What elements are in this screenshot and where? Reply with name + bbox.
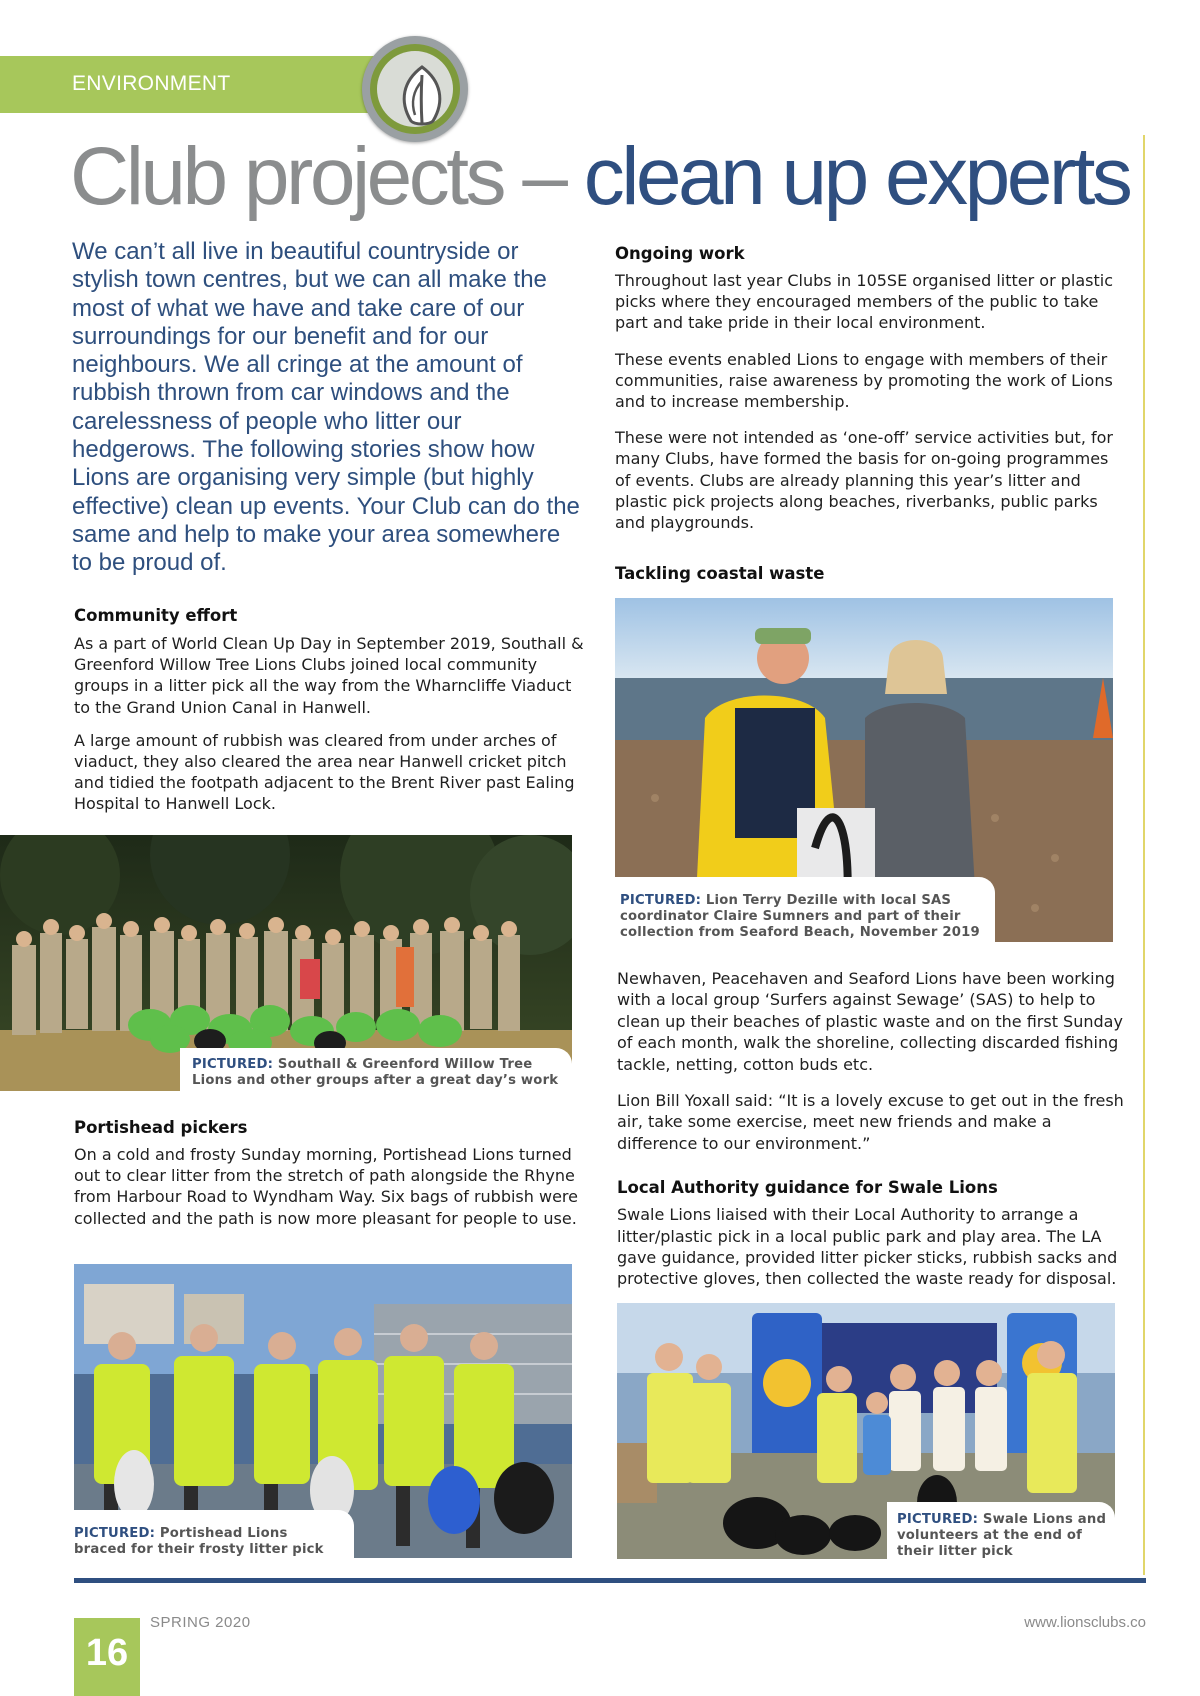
coastal-section — [617, 968, 1129, 1290]
community-paragraph-2: A large amount of rubbish was cleared from under arches of viaduct, they also cleared the area near Hanwell cricket pitch and tidied the footpath adjacent to the Brent River past Ealing Hospital to Hanwell Lock. — [74, 730, 575, 814]
page-number: 16 — [85, 1632, 129, 1674]
title-part-1: Club projects – — [70, 131, 584, 222]
issue-label: SPRING 2020 — [150, 1614, 251, 1631]
section-badge — [362, 36, 468, 142]
footer-rule — [74, 1578, 1146, 1583]
ongoing-heading: Ongoing work — [615, 244, 745, 263]
caption-tag: PICTURED: — [620, 893, 702, 908]
column-rule — [1143, 135, 1145, 1575]
swale-heading: Local Authority guidance for Swale Lions — [617, 1178, 998, 1198]
ongoing-paragraph-3: These were not intended as ‘one-off’ service activities but, for many Clubs, have formed the basis for on-going programmes of events. Clubs are already planning this year’s litter and plastic pick projects along beaches, riverbanks, public parks and playgrounds. — [615, 428, 1113, 533]
leaf-icon — [397, 65, 447, 127]
caption-tag: PICTURED: — [897, 1512, 979, 1527]
caption-text: Lion Terry Dezille with local SAS coordinator Claire Sumners and part of their collection from Seaford Beach, November 2019 — [620, 893, 980, 940]
coastal-heading: Tackling coastal waste — [615, 564, 825, 584]
community-heading: Community effort — [74, 606, 238, 625]
portishead-section — [74, 1118, 584, 1229]
ongoing-paragraph-2: These events enabled Lions to engage with members of their communities, raise awareness by promoting the work of Lions and to increase membership. — [615, 349, 1113, 412]
caption-text: Southall & Greenford Willow Tree Lions and other groups after a great day’s work — [192, 1057, 559, 1088]
caption-tag: PICTURED: — [74, 1526, 156, 1541]
page-title — [70, 131, 1130, 222]
ongoing-section — [615, 244, 1115, 583]
swale-paragraph: Swale Lions liaised with their Local Authority to arrange a litter/plastic pick in a local public park and play area. The LA gave guidance, provided litter picker sticks, rubbish sacks and protective gloves, then collected the waste ready for disposal. — [617, 1205, 1118, 1289]
swale-caption — [887, 1502, 1115, 1560]
coastal-paragraph-1: Newhaven, Peacehaven and Seaford Lions have been working with a local group ‘Surfers against Sewage’ (SAS) to help to clean up their beaches of plastic waste and on the first Sunday of each month, walk the shoreline, collecting discarded fishing tackle, netting, cotton buds etc. — [617, 969, 1123, 1074]
caption-text: Portishead Lions braced for their frosty litter pick — [74, 1526, 324, 1557]
portishead-caption — [74, 1510, 354, 1558]
caption-tag: PICTURED: — [192, 1057, 274, 1072]
portishead-paragraph: On a cold and frosty Sunday morning, Portishead Lions turned out to clear litter from the stretch of path alongside the Rhyne from Harbour Road to Wyndham Way. Six bags of rubbish were collected and the path is now more pleasant for people to use. — [74, 1145, 578, 1228]
community-paragraph-1: As a part of World Clean Up Day in September 2019, Southall & Greenford Willow Tree Lions Clubs joined local community groups in a litter pick all the way from the Wharncliffe Viaduct to the Grand Union Canal in Hanwell. — [74, 634, 584, 717]
section-tab — [0, 56, 390, 113]
intro-paragraph: We can’t all live in beautiful countryside or stylish town centres, but we can all make the most of what we have and take care of our surroundings for our benefit and for our neighbours. We all cringe at the amount of rubbish thrown from car windows and the carelessness of people who litter our hedgerows. The following stories show how Lions are organising very simple (but highly effective) clean up events. Your Club can do the same and help to make your area somewhere to be proud of. — [72, 238, 580, 577]
website-link[interactable]: www.lionsclubs.co — [1024, 1614, 1146, 1631]
portishead-heading: Portishead pickers — [74, 1118, 248, 1137]
section-label: ENVIRONMENT — [72, 72, 231, 95]
community-section — [74, 606, 584, 815]
caption-text: Swale Lions and volunteers at the end of their litter pick — [897, 1512, 1107, 1559]
ongoing-paragraph-1: Throughout last year Clubs in 105SE organised litter or plastic picks where they encouraged members of the public to take part and take pride in their local environment. — [615, 271, 1113, 333]
title-part-2: clean up experts — [583, 131, 1130, 222]
coastal-caption — [615, 877, 995, 943]
coastal-paragraph-2: Lion Bill Yoxall said: “It is a lovely excuse to get out in the fresh air, take some exercise, meet new friends and make a difference to our environment.” — [617, 1091, 1124, 1153]
community-caption — [180, 1048, 572, 1092]
page-number-box — [74, 1618, 140, 1696]
